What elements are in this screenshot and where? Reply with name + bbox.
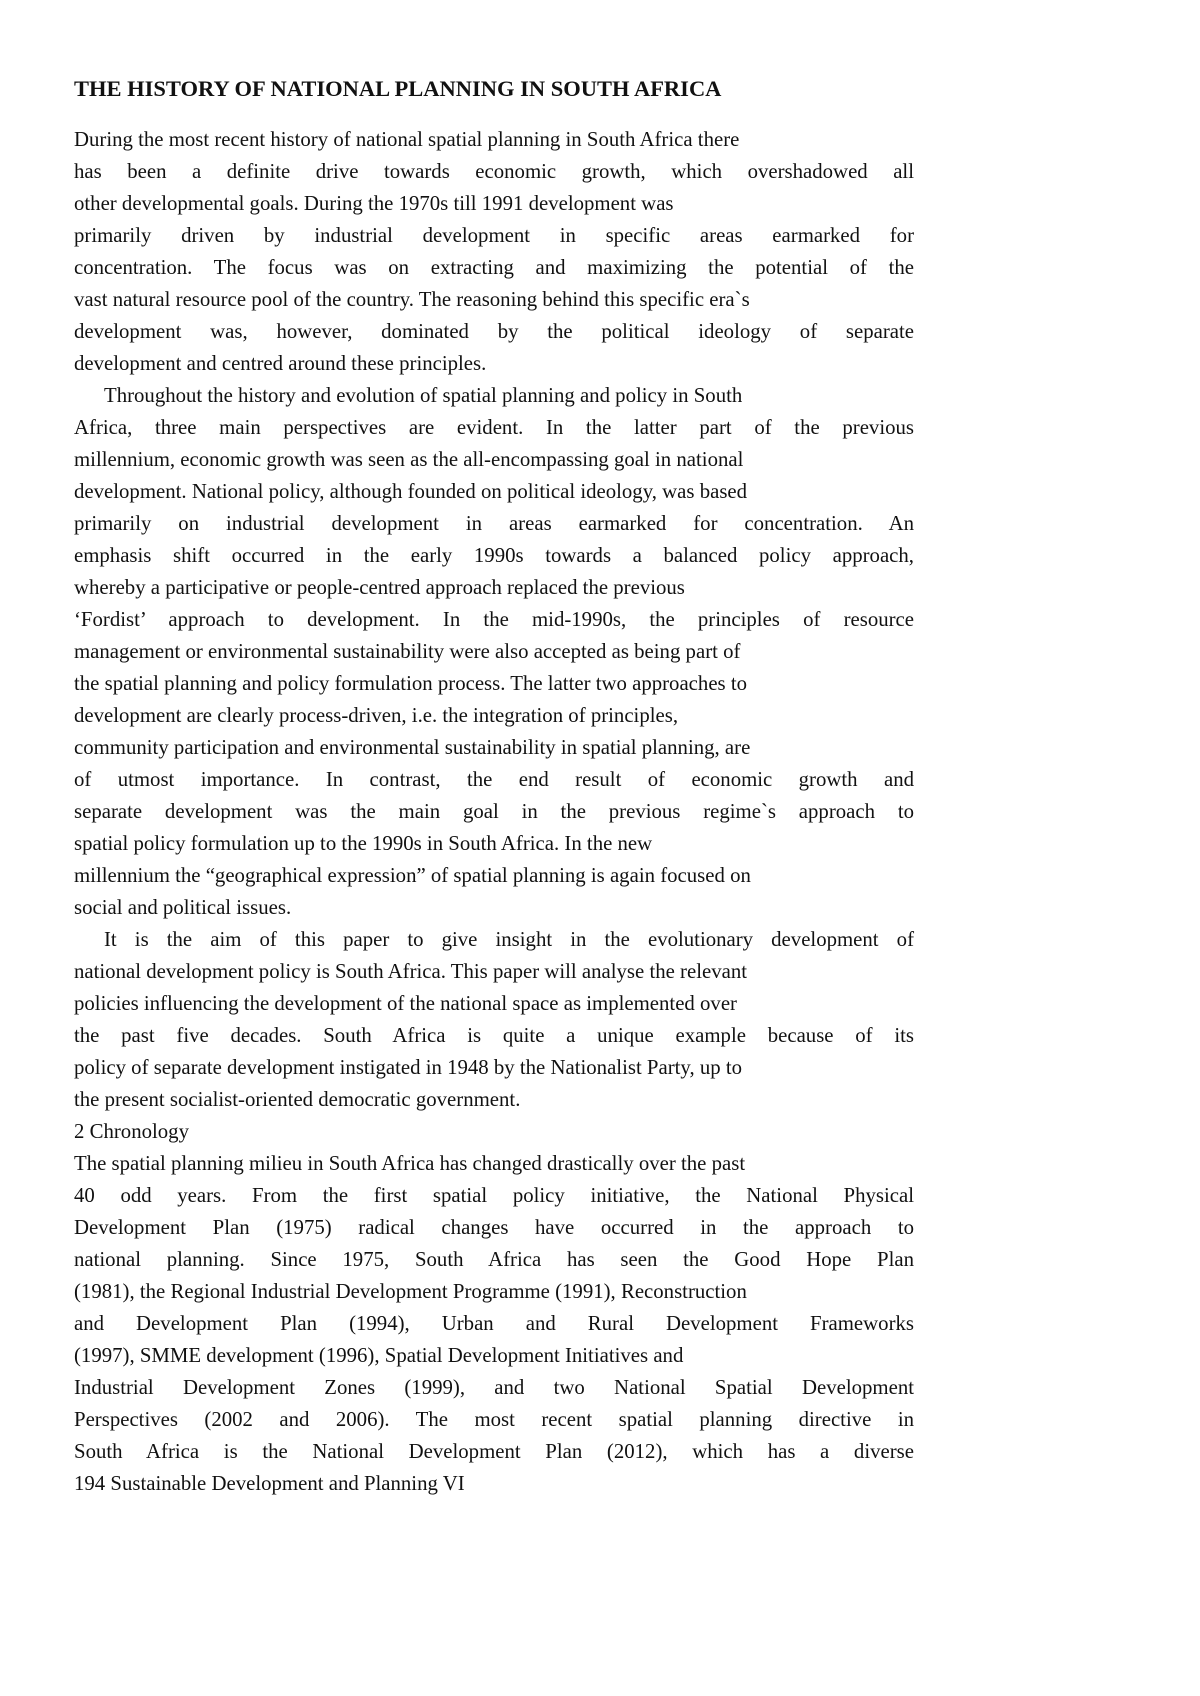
text-line: has been a definite drive towards economic growth, which overshadowed all <box>74 160 914 183</box>
text-line: development and centred around these principles. <box>74 352 487 375</box>
text-line: It is the aim of this paper to give insight in the evolutionary development of <box>104 928 914 951</box>
text-line: 40 odd years. From the first spatial policy initiative, the National Physical <box>74 1184 914 1207</box>
text-line: concentration. The focus was on extracting and maximizing the potential of the <box>74 256 914 279</box>
text-line: Throughout the history and evolution of spatial planning and policy in South <box>104 384 743 407</box>
text-line: policy of separate development instigated in 1948 by the Nationalist Party, up to <box>74 1056 743 1079</box>
text-line: development are clearly process-driven, i.e. the integration of principles, <box>74 704 679 727</box>
text-line: Perspectives (2002 and 2006). The most recent spatial planning directive in <box>74 1408 914 1431</box>
text-line: primarily driven by industrial development in specific areas earmarked for <box>74 224 914 247</box>
text-line: whereby a participative or people-centred approach replaced the previous <box>74 576 685 599</box>
text-line: (1981), the Regional Industrial Development Programme (1991), Reconstruction <box>74 1280 747 1303</box>
text-line: the present socialist-oriented democratic government. <box>74 1088 521 1111</box>
text-line: 194 Sustainable Development and Planning VI <box>74 1472 465 1495</box>
text-line: South Africa is the National Development Plan (2012), which has a diverse <box>74 1440 914 1463</box>
text-line: and Development Plan (1994), Urban and Rural Development Frameworks <box>74 1312 914 1335</box>
text-line: (1997), SMME development (1996), Spatial Development Initiatives and <box>74 1344 684 1367</box>
text-line: millennium, economic growth was seen as the all-encompassing goal in national <box>74 448 744 471</box>
text-line: Industrial Development Zones (1999), and two National Spatial Development <box>74 1376 914 1399</box>
document-title: THE HISTORY OF NATIONAL PLANNING IN SOUTH AFRICA <box>74 76 722 101</box>
text-line: other developmental goals. During the 1970s till 1991 development was <box>74 192 674 215</box>
text-line: the past five decades. South Africa is quite a unique example because of its <box>74 1024 914 1047</box>
text-line: community participation and environmental sustainability in spatial planning, are <box>74 736 751 759</box>
text-line: vast natural resource pool of the country. The reasoning behind this specific era`s <box>74 288 750 311</box>
text-line: of utmost importance. In contrast, the end result of economic growth and <box>74 768 914 791</box>
text-line: The spatial planning milieu in South Africa has changed drastically over the past <box>74 1152 746 1175</box>
text-line: separate development was the main goal in the previous regime`s approach to <box>74 800 914 823</box>
text-line: development. National policy, although founded on political ideology, was based <box>74 480 748 503</box>
text-line: the spatial planning and policy formulation process. The latter two approaches to <box>74 672 748 695</box>
text-line: national development policy is South Africa. This paper will analyse the relevant <box>74 960 748 983</box>
text-line: During the most recent history of national spatial planning in South Africa there <box>74 128 740 151</box>
text-line: Development Plan (1975) radical changes have occurred in the approach to <box>74 1216 914 1239</box>
text-line: ‘Fordist’ approach to development. In the mid-1990s, the principles of resource <box>74 608 914 631</box>
text-line: policies influencing the development of the national space as implemented over <box>74 992 737 1015</box>
text-line: national planning. Since 1975, South Africa has seen the Good Hope Plan <box>74 1248 914 1271</box>
text-line: Africa, three main perspectives are evident. In the latter part of the previous <box>74 416 914 439</box>
text-line: millennium the “geographical expression” of spatial planning is again focused on <box>74 864 751 887</box>
document-page <box>74 74 1074 1500</box>
text-line: primarily on industrial development in areas earmarked for concentration. An <box>74 512 914 535</box>
text-line: emphasis shift occurred in the early 1990s towards a balanced policy approach, <box>74 544 914 567</box>
text-line: spatial policy formulation up to the 1990s in South Africa. In the new <box>74 832 653 855</box>
text-line: development was, however, dominated by the political ideology of separate <box>74 320 914 343</box>
text-line: social and political issues. <box>74 896 292 919</box>
text-line: management or environmental sustainability were also accepted as being part of <box>74 640 741 663</box>
document-body <box>74 124 1074 1500</box>
text-line: 2 Chronology <box>74 1120 189 1143</box>
